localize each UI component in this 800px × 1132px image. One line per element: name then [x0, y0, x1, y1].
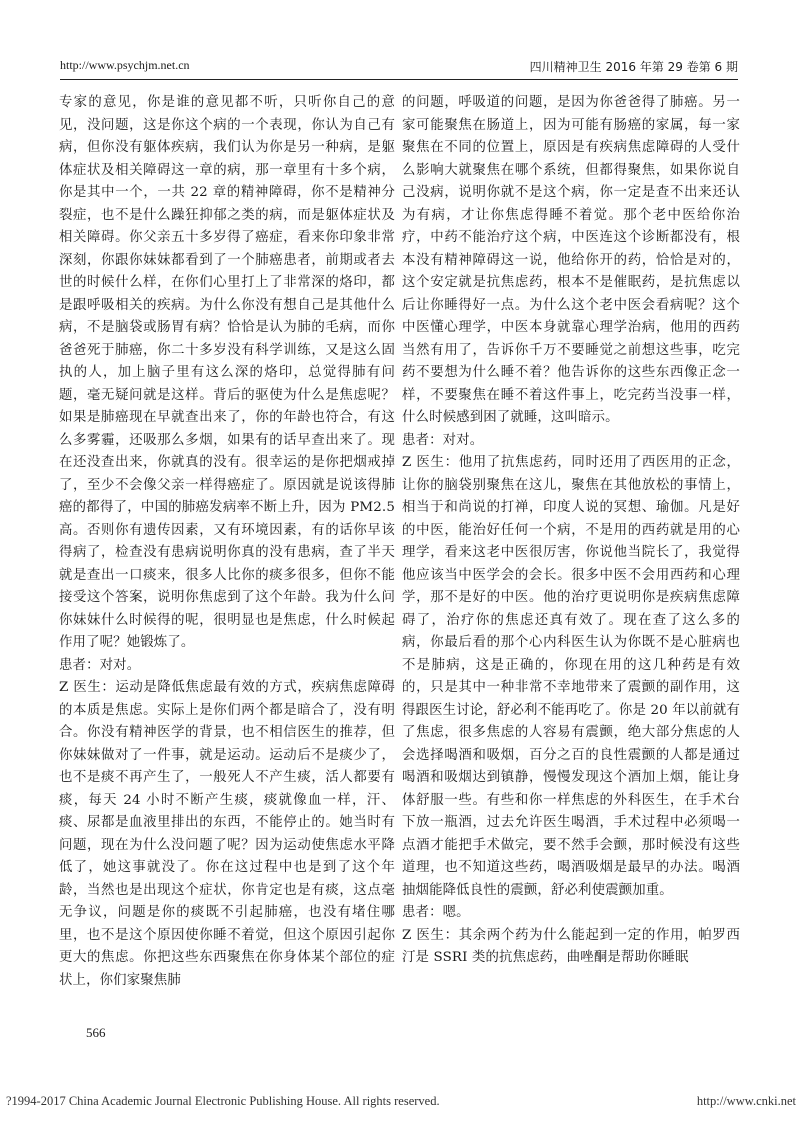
- paragraph: 的问题，呼吸道的问题，是因为你爸爸得了肺癌。另一家可能聚焦在肠道上，因为可能有肠癌的家属，每一家聚焦在不同的位置上，原因是有疾病焦虑障碍的人受什么影响大就聚焦在哪个系统，但都得聚焦，如果你说自己没病，说明你就不是这个病，你一定是查不出来还认为有病，才让你焦虑得睡不着觉。那个老中医给你治疗，中药不能治疗这个病，中医连这个诊断都没有，根本没有精神障碍这一说，他给你开的药，恰恰是对的，这个安定就是抗焦虑药，根本不是催眠药，是抗焦虑以后让你睡得好一点。为什么这个老中医会看病呢？这个中医懂心理学，中医本身就靠心理学治病，他用的西药当然有用了，告诉你千万不要睡觉之前想这些事，吃完药不要想为什么睡不着？他告诉你的这些东西像正念一样，不要聚焦在睡不着这件事上，吃完药当没事一样，什么时候感到困了就睡，这叫暗示。: [402, 95, 740, 425]
- right-column: [402, 92, 740, 970]
- cnki-link: http://www.cnki.net: [696, 1094, 796, 1108]
- paragraph: 专家的意见，你是谁的意见都不听，只听你自己的意见，没问题，这是你这个病的一个表现，你认为自己有病，但你没有躯体疾病，我们认为你是另一种病，是躯体症状及相关障碍这一章的病，那一章里有十多个病，你是其中一个，一共 22 章的精神障碍，你不是精神分裂症，也不是什么躁狂抑郁之类的病，而是躯体症状及相关障碍。你父亲五十多岁得了癌症，看来你印象非常深刻，你跟你妹妹都看到了一个肺癌患者，前期或者去世的时候什么样，在你们心里打上了非常深的烙印，都是跟呼吸相关的疾病。为什么你没有想自己是其他什么病，不是脑袋或肠胃有病？恰恰是认为肺的毛病，而你爸爸死于肺癌，你二十多岁没有科学训练，又是这么固执的人，加上脑子里有这么深的烙印，总觉得肺有问题，毫无疑问就是这样。背后的驱使为什么是焦虑呢？如果是肺癌现在早就查出来了，你的年龄也符合，有这么多雾霾，还吸那么多烟，如果有的话早查出来了。现在还没查出来，你就真的没有。很幸运的是你把烟戒掉了，至少不会像父亲一样得癌症了。原因就是说该得肺癌的都得了，中国的肺癌发病率不断上升，因为 PM2.5 高。否则你有遗传因素，又有环境因素，有的话你早该得病了，检查没有患病说明你真的没有患病，查了半天就是查出一口痰来，很多人比你的痰多很多，但你不能接受这个答案，说明你焦虑到了这个年龄。我为什么问你妹妹什么时候得的呢，很明显也是焦虑，什么时候起作用了呢？她锻炼了。: [59, 95, 395, 650]
- journal-issue: 四川精神卫生 2016 年第 29 卷第 6 期: [529, 60, 738, 74]
- header-rule: [60, 79, 738, 80]
- left-column: [59, 92, 395, 992]
- paragraph: Z 医生：其余两个药为什么能起到一定的作用，帕罗西汀是 SSRI 类的抗焦虑药，曲唑酮是帮助你睡眠: [402, 927, 740, 965]
- journal-url: http://www.psychjm.net.cn: [60, 58, 190, 72]
- running-header: [60, 56, 738, 78]
- copyright-notice: ?1994-2017 China Academic Journal Electronic Publishing House. All rights reserved.: [6, 1094, 440, 1108]
- paragraph: Z 医生：他用了抗焦虑药，同时还用了西医用的正念，让你的脑袋别聚焦在这儿，聚焦在其他放松的事情上，相当于和尚说的打禅，印度人说的冥想、瑜伽。凡是好的中医，能治好任何一个病，不是用的西药就是用的心理学，看来这老中医很厉害，你说他当院长了，我觉得他应该当中医学会的会长。很多中医不会用西药和心理学，那不是好的中医。他的治疗更说明你是疾病焦虑障碍了，治疗你的焦虑还真有效了。现在查了这么多的病，你最后看的那个心内科医生认为你既不是心脏病也不是肺病，这是正确的，你现在用的这几种药是有效的，只是其中一种非常不幸地带来了震颤的副作用，这得跟医生讨论，舒必利不能再吃了。你是 20 年以前就有了焦虑，很多焦虑的人容易有震颤，绝大部分焦虑的人会选择喝酒和吸烟，百分之百的良性震颤的人都是通过喝酒和吸烟达到镇静，慢慢发现这个酒加上烟，能让身体舒服一些。有些和你一样焦虑的外科医生，在手术台下放一瓶酒，过去允许医生喝酒，手术过程中必须喝一点酒才能把手术做完，要不然手会颤，那时候没有这些道理，也不知道这些药，喝酒吸烟是最早的办法。喝酒抽烟能降低良性的震颤，舒必利使震颤加重。: [402, 455, 740, 898]
- page-number: 566: [86, 1025, 106, 1040]
- paragraph: 患者：对对。: [402, 432, 484, 448]
- paragraph: Z 医生：运动是降低焦虑最有效的方式，疾病焦虑障碍的本质是焦虑。实际上是你们两个都是暗合了，没有明合。你没有精神医学的背景，也不相信医生的推荐，但你妹妹做对了一件事，就是运动。运动后不是痰少了，也不是痰不再产生了，一般死人不产生痰，活人都要有痰，每天 24 小时不断产生痰，痰就像血一样，汗、痰、尿都是血液里排出的东西，不能停止的。她当时有问题，现在为什么没问题了呢？因为运动使焦虑水平降低了，她这事就没了。你在这过程中也是到了这个年龄，当然也是出现这个症状，你肯定也是有痰，这点毫无争议，问题是你的痰既不引起肺癌，也没有堵住哪里，也不是这个原因使你睡不着觉，但这个原因引起你更大的焦虑。你把这些东西聚焦在你身体某个部位的症状上，你们家聚焦肺: [59, 680, 395, 988]
- paragraph: 患者：对对。: [59, 657, 141, 673]
- paragraph: 患者：嗯。: [402, 905, 470, 920]
